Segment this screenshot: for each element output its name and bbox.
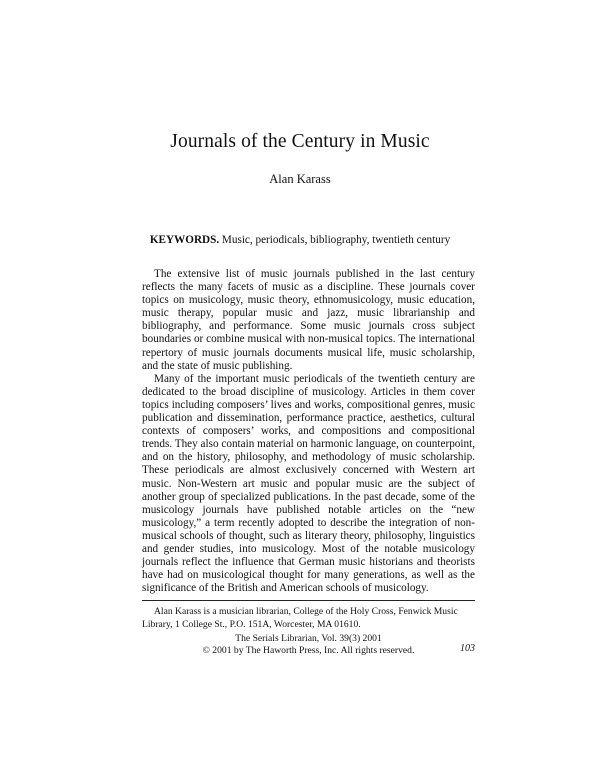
page-number: 103 bbox=[460, 643, 475, 654]
journal-citation: The Serials Librarian, Vol. 39(3) 2001 bbox=[235, 633, 382, 644]
keywords-label: KEYWORDS. bbox=[149, 234, 220, 246]
copyright-notice: © 2001 by The Haworth Press, Inc. All rights reserved. bbox=[202, 645, 415, 656]
body-paragraph: Many of the important music periodicals of the twentieth century are dedicated to the broad discipline of musicology. Articles in them cover topics including composers’ lives and works, compositional genres, music publication and dissemination, performance practice, aesthetics, cultural contexts of composers’ works, and compositions and compositional trends. They also contain material on harmonic language, on counterpoint, and on the history, philosophy, and methodology of music scholarship. These periodicals are almost exclusively concerned with Western art music. Non-Western art music and popular music are the subject of another group of specialized publications. In the past decade, some of the musicology journals have published notable articles on the “new musicology,” a term recently adopted to describe the integration of non-musical schools of thought, such as literary theory, philosophy, linguistics and gender studies, into musicology. Most of the notable musicology journals reflect the influence that German music historians and theorists have had on musicological thought for many generations, as well as the significance of the British and American schools of musicology. bbox=[142, 372, 475, 595]
article-title: Journals of the Century in Music bbox=[170, 131, 430, 152]
footnote-divider bbox=[142, 600, 475, 601]
keywords-line bbox=[0, 234, 600, 246]
body-paragraph: The extensive list of music journals published in the last century reflects the many facets of music as a discipline. These journals cover topics on musicology, music theory, ethnomusicology, music education, music therapy, popular music and jazz, music librarianship and bibliography, and performance. Some music journals cross subject boundaries or combine musical with non-musical topics. The international repertory of music journals documents musical life, music scholarship, and the state of music publishing. bbox=[142, 268, 475, 372]
author-footnote: Alan Karass is a musician librarian, College of the Holy Cross, Fenwick Music Library, 1 College St., P.O. 151A, Worcester, MA 01610. bbox=[142, 606, 458, 630]
article-body bbox=[142, 268, 475, 595]
article-author: Alan Karass bbox=[269, 172, 331, 186]
keywords-text: Music, periodicals, bibliography, twentieth century bbox=[219, 234, 451, 246]
